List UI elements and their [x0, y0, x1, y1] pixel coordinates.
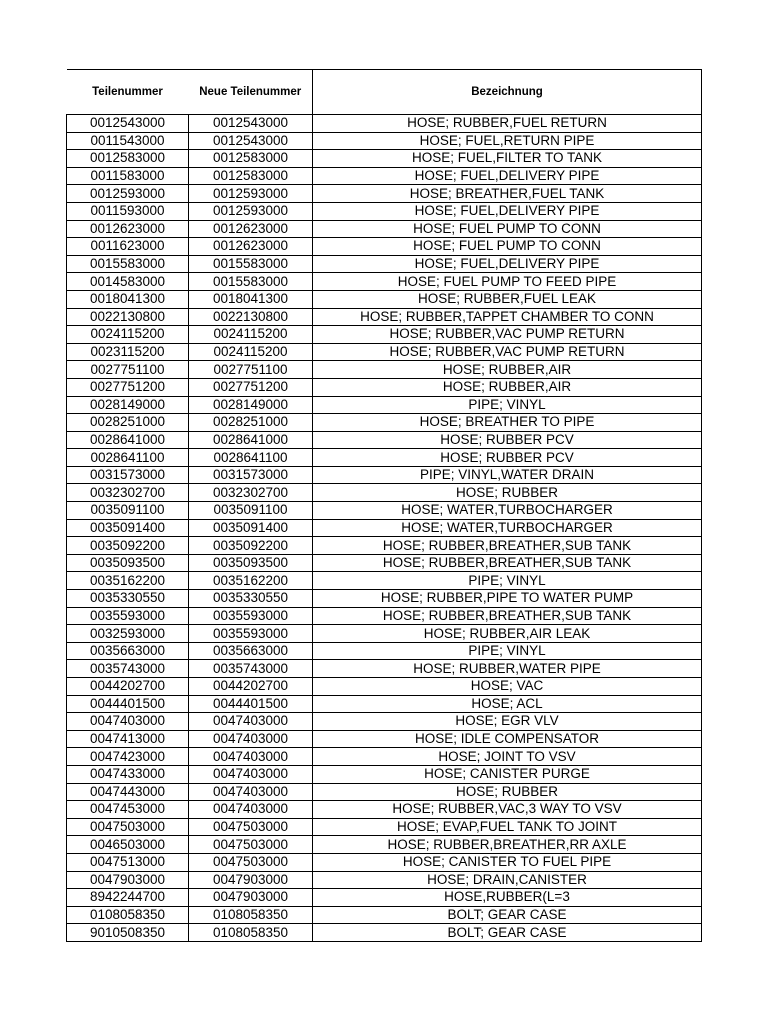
part-number-cell: 0011593000: [67, 202, 189, 220]
new-part-number-cell: 0047403000: [189, 748, 313, 766]
part-number-cell: 0018041300: [67, 290, 189, 308]
table-row: [67, 202, 702, 220]
description-cell: HOSE; RUBBER,PIPE TO WATER PUMP: [313, 590, 702, 608]
new-part-number-cell: 0035093500: [189, 554, 313, 572]
new-part-number-cell: 0047503000: [189, 853, 313, 871]
part-number-cell: 0047903000: [67, 871, 189, 889]
table-row: [67, 502, 702, 520]
part-number-cell: 0108058350: [67, 906, 189, 924]
table-row: [67, 396, 702, 414]
part-number-cell: 0032302700: [67, 484, 189, 502]
new-part-number-cell: 0027751100: [189, 361, 313, 379]
new-part-number-cell: 0047903000: [189, 889, 313, 907]
table-row: [67, 924, 702, 942]
table-row: [67, 537, 702, 555]
part-number-cell: 0014583000: [67, 273, 189, 291]
new-part-number-cell: 0012583000: [189, 167, 313, 185]
table-row: [67, 185, 702, 203]
part-number-cell: 0027751200: [67, 378, 189, 396]
part-number-cell: 0047423000: [67, 748, 189, 766]
new-part-number-cell: 0047403000: [189, 765, 313, 783]
description-cell: HOSE; RUBBER,BREATHER,SUB TANK: [313, 607, 702, 625]
part-number-cell: 0035093500: [67, 554, 189, 572]
description-cell: PIPE; VINYL: [313, 642, 702, 660]
new-part-number-cell: 0035162200: [189, 572, 313, 590]
description-cell: HOSE; RUBBER,BREATHER,SUB TANK: [313, 554, 702, 572]
description-cell: HOSE; RUBBER,BREATHER,SUB TANK: [313, 537, 702, 555]
table-row: [67, 748, 702, 766]
part-number-cell: 0012543000: [67, 115, 189, 133]
description-cell: PIPE; VINYL,WATER DRAIN: [313, 466, 702, 484]
new-part-number-cell: 0035743000: [189, 660, 313, 678]
new-part-number-cell: 0015583000: [189, 273, 313, 291]
table-row: [67, 132, 702, 150]
new-part-number-cell: 0047903000: [189, 871, 313, 889]
new-part-number-cell: 0047403000: [189, 730, 313, 748]
header-new-part-number: Neue Teilenummer: [189, 70, 313, 115]
description-cell: BOLT; GEAR CASE: [313, 906, 702, 924]
new-part-number-cell: 0028251000: [189, 414, 313, 432]
part-number-cell: 0011583000: [67, 167, 189, 185]
part-number-cell: 0047513000: [67, 853, 189, 871]
part-number-cell: 0011623000: [67, 238, 189, 256]
new-part-number-cell: 0012623000: [189, 238, 313, 256]
description-cell: HOSE; RUBBER,VAC,3 WAY TO VSV: [313, 801, 702, 819]
part-number-cell: 0044401500: [67, 695, 189, 713]
description-cell: HOSE; RUBBER,TAPPET CHAMBER TO CONN: [313, 308, 702, 326]
new-part-number-cell: 0044202700: [189, 678, 313, 696]
table-row: [67, 273, 702, 291]
part-number-cell: 0015583000: [67, 255, 189, 273]
new-part-number-cell: 0031573000: [189, 466, 313, 484]
part-number-cell: 0028149000: [67, 396, 189, 414]
description-cell: HOSE; RUBBER,FUEL LEAK: [313, 290, 702, 308]
table-row: [67, 449, 702, 467]
description-cell: HOSE; RUBBER,VAC PUMP RETURN: [313, 343, 702, 361]
new-part-number-cell: 0047503000: [189, 836, 313, 854]
new-part-number-cell: 0028641100: [189, 449, 313, 467]
description-cell: HOSE; RUBBER,BREATHER,RR AXLE: [313, 836, 702, 854]
part-number-cell: 0047453000: [67, 801, 189, 819]
part-number-cell: 0047413000: [67, 730, 189, 748]
part-number-cell: 0012583000: [67, 150, 189, 168]
table-row: [67, 308, 702, 326]
description-cell: HOSE; RUBBER,AIR: [313, 361, 702, 379]
table-row: [67, 150, 702, 168]
part-number-cell: 9010508350: [67, 924, 189, 942]
header-description: Bezeichnung: [313, 70, 702, 115]
description-cell: HOSE,RUBBER(L=3: [313, 889, 702, 907]
description-cell: HOSE; IDLE COMPENSATOR: [313, 730, 702, 748]
new-part-number-cell: 0035091100: [189, 502, 313, 520]
table-row: [67, 466, 702, 484]
part-number-cell: 0012593000: [67, 185, 189, 203]
new-part-number-cell: 0018041300: [189, 290, 313, 308]
table-row: [67, 220, 702, 238]
table-row: [67, 801, 702, 819]
table-row: [67, 607, 702, 625]
new-part-number-cell: 0012593000: [189, 202, 313, 220]
table-row: [67, 326, 702, 344]
description-cell: HOSE; FUEL PUMP TO FEED PIPE: [313, 273, 702, 291]
table-row: [67, 572, 702, 590]
description-cell: HOSE; EVAP,FUEL TANK TO JOINT: [313, 818, 702, 836]
new-part-number-cell: 0012543000: [189, 115, 313, 133]
description-cell: PIPE; VINYL: [313, 572, 702, 590]
new-part-number-cell: 0047503000: [189, 818, 313, 836]
part-number-cell: 0012623000: [67, 220, 189, 238]
table-row: [67, 836, 702, 854]
new-part-number-cell: 0047403000: [189, 783, 313, 801]
description-cell: HOSE; RUBBER PCV: [313, 449, 702, 467]
description-cell: HOSE; BREATHER,FUEL TANK: [313, 185, 702, 203]
part-number-cell: 0035330550: [67, 590, 189, 608]
table-row: [67, 519, 702, 537]
part-number-cell: 0024115200: [67, 326, 189, 344]
new-part-number-cell: 0035330550: [189, 590, 313, 608]
table-row: [67, 818, 702, 836]
table-row: [67, 590, 702, 608]
table-row: [67, 889, 702, 907]
table-row: [67, 853, 702, 871]
description-cell: HOSE; WATER,TURBOCHARGER: [313, 502, 702, 520]
part-number-cell: 0032593000: [67, 625, 189, 643]
description-cell: HOSE; WATER,TURBOCHARGER: [313, 519, 702, 537]
header-part-number: Teilenummer: [67, 70, 189, 115]
new-part-number-cell: 0047403000: [189, 801, 313, 819]
description-cell: HOSE; VAC: [313, 678, 702, 696]
part-number-cell: 0028251000: [67, 414, 189, 432]
description-cell: HOSE; DRAIN,CANISTER: [313, 871, 702, 889]
new-part-number-cell: 0027751200: [189, 378, 313, 396]
description-cell: HOSE; RUBBER: [313, 484, 702, 502]
table-row: [67, 642, 702, 660]
table-row: [67, 713, 702, 731]
part-number-cell: 0035663000: [67, 642, 189, 660]
part-number-cell: 0028641100: [67, 449, 189, 467]
description-cell: HOSE; EGR VLV: [313, 713, 702, 731]
description-cell: HOSE; RUBBER,WATER PIPE: [313, 660, 702, 678]
table-row: [67, 695, 702, 713]
table-row: [67, 414, 702, 432]
description-cell: HOSE; JOINT TO VSV: [313, 748, 702, 766]
new-part-number-cell: 0024115200: [189, 326, 313, 344]
part-number-cell: 0035593000: [67, 607, 189, 625]
description-cell: PIPE; VINYL: [313, 396, 702, 414]
part-number-cell: 0035743000: [67, 660, 189, 678]
table-row: [67, 378, 702, 396]
table-row: [67, 678, 702, 696]
description-cell: HOSE; FUEL,DELIVERY PIPE: [313, 202, 702, 220]
new-part-number-cell: 0028149000: [189, 396, 313, 414]
description-cell: HOSE; ACL: [313, 695, 702, 713]
description-cell: HOSE; RUBBER: [313, 783, 702, 801]
new-part-number-cell: 0047403000: [189, 713, 313, 731]
table-row: [67, 484, 702, 502]
part-number-cell: 0023115200: [67, 343, 189, 361]
description-cell: HOSE; RUBBER,AIR: [313, 378, 702, 396]
description-cell: HOSE; RUBBER,AIR LEAK: [313, 625, 702, 643]
part-number-cell: 0035091100: [67, 502, 189, 520]
part-number-cell: 0035091400: [67, 519, 189, 537]
new-part-number-cell: 0012593000: [189, 185, 313, 203]
new-part-number-cell: 0108058350: [189, 906, 313, 924]
table-row: [67, 906, 702, 924]
part-number-cell: 8942244700: [67, 889, 189, 907]
description-cell: HOSE; FUEL PUMP TO CONN: [313, 220, 702, 238]
new-part-number-cell: 0035593000: [189, 625, 313, 643]
table-row: [67, 167, 702, 185]
table-row: [67, 255, 702, 273]
table-row: [67, 343, 702, 361]
part-number-cell: 0022130800: [67, 308, 189, 326]
part-number-cell: 0047503000: [67, 818, 189, 836]
description-cell: HOSE; RUBBER,VAC PUMP RETURN: [313, 326, 702, 344]
part-number-cell: 0047433000: [67, 765, 189, 783]
new-part-number-cell: 0015583000: [189, 255, 313, 273]
table-row: [67, 238, 702, 256]
description-cell: HOSE; RUBBER,FUEL RETURN: [313, 115, 702, 133]
table-row: [67, 783, 702, 801]
new-part-number-cell: 0012583000: [189, 150, 313, 168]
table-row: [67, 660, 702, 678]
description-cell: HOSE; RUBBER PCV: [313, 431, 702, 449]
description-cell: BOLT; GEAR CASE: [313, 924, 702, 942]
description-cell: HOSE; FUEL,DELIVERY PIPE: [313, 255, 702, 273]
table-row: [67, 431, 702, 449]
table-row: [67, 290, 702, 308]
table-row: [67, 730, 702, 748]
part-number-cell: 0035162200: [67, 572, 189, 590]
new-part-number-cell: 0044401500: [189, 695, 313, 713]
new-part-number-cell: 0032302700: [189, 484, 313, 502]
new-part-number-cell: 0108058350: [189, 924, 313, 942]
part-number-cell: 0011543000: [67, 132, 189, 150]
part-number-cell: 0044202700: [67, 678, 189, 696]
new-part-number-cell: 0012623000: [189, 220, 313, 238]
part-number-cell: 0035092200: [67, 537, 189, 555]
parts-table: [66, 69, 702, 942]
part-number-cell: 0031573000: [67, 466, 189, 484]
part-number-cell: 0046503000: [67, 836, 189, 854]
description-cell: HOSE; BREATHER TO PIPE: [313, 414, 702, 432]
part-number-cell: 0047443000: [67, 783, 189, 801]
table-row: [67, 625, 702, 643]
header-row: [67, 70, 702, 115]
new-part-number-cell: 0035663000: [189, 642, 313, 660]
table-row: [67, 554, 702, 572]
description-cell: HOSE; FUEL,DELIVERY PIPE: [313, 167, 702, 185]
part-number-cell: 0047403000: [67, 713, 189, 731]
table-row: [67, 871, 702, 889]
new-part-number-cell: 0035092200: [189, 537, 313, 555]
new-part-number-cell: 0035593000: [189, 607, 313, 625]
new-part-number-cell: 0024115200: [189, 343, 313, 361]
new-part-number-cell: 0035091400: [189, 519, 313, 537]
part-number-cell: 0027751100: [67, 361, 189, 379]
new-part-number-cell: 0028641000: [189, 431, 313, 449]
table-row: [67, 361, 702, 379]
table-row: [67, 115, 702, 133]
description-cell: HOSE; FUEL,RETURN PIPE: [313, 132, 702, 150]
description-cell: HOSE; FUEL PUMP TO CONN: [313, 238, 702, 256]
new-part-number-cell: 0012543000: [189, 132, 313, 150]
part-number-cell: 0028641000: [67, 431, 189, 449]
table-row: [67, 765, 702, 783]
new-part-number-cell: 0022130800: [189, 308, 313, 326]
description-cell: HOSE; FUEL,FILTER TO TANK: [313, 150, 702, 168]
description-cell: HOSE; CANISTER PURGE: [313, 765, 702, 783]
description-cell: HOSE; CANISTER TO FUEL PIPE: [313, 853, 702, 871]
